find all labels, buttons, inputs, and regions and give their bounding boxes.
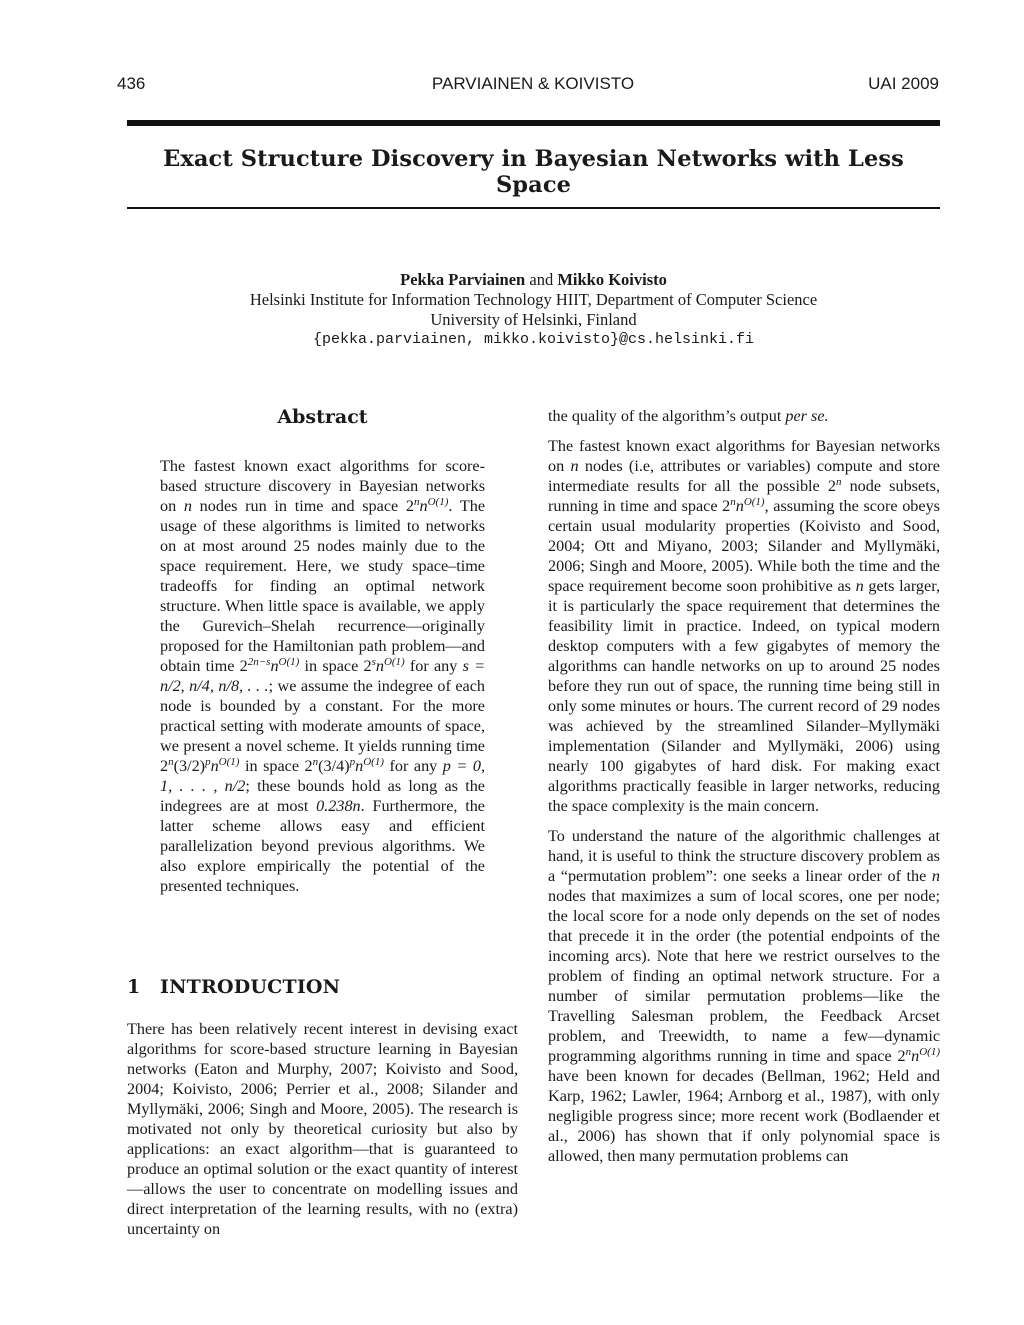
- abstract-text-1: The fastest known exact algorithms for score-based structure discovery in Bayesian networks on: [160, 457, 485, 515]
- author-email: {pekka.parviainen, mikko.koivisto}@cs.helsinki.fi: [312, 331, 755, 348]
- abstract-text-8: for any: [383, 757, 443, 775]
- abstract-text-3: . The usage of these algorithms is limited to networks on at most around 25 nodes mainly due to the space requirement. Here, we study space–time tradeoffs for finding an optimal network structure. When little space is available, we apply the Gurevich–Shelah recurrence—originally proposed for the Hamiltonian path problem—and obtain time: [160, 497, 486, 675]
- abstract-paragraph: [160, 456, 485, 896]
- math-gs-time: $2^{2n-s}n^{O(1)}$: [239, 656, 300, 675]
- author-conjunction: and: [529, 270, 554, 289]
- math-gs-space: $2^sn^{O(1)}$: [363, 656, 405, 675]
- abstract-text-4: in space: [299, 657, 364, 675]
- title-bottom-rule: [127, 207, 940, 209]
- math-n: n: [183, 497, 192, 515]
- affiliation-line-1: Helsinki Institute for Information Technology HIIT, Department of Computer Science: [249, 290, 818, 309]
- affiliation-line-2: University of Helsinki, Finland: [430, 310, 637, 329]
- page-number: 436: [117, 74, 146, 93]
- math-p-values: p = 0, 1, . . . , n/2: [160, 757, 485, 795]
- running-head-venue: UAI 2009: [868, 74, 939, 93]
- abstract-text-10: . Furthermore, the latter scheme allows easy and efficient parallelization beyond previous algorithms. We also explore empirically the potential of the presented techniques.: [160, 797, 485, 895]
- math-novel-time: $2^n(3/2)^pn^{O(1)}$: [160, 756, 240, 775]
- paper-title: Exact Structure Discovery in Bayesian Networks with Less Space: [163, 146, 904, 198]
- author-block: [127, 270, 940, 350]
- math-novel-space: $2^n(3/4)^pn^{O(1)}$: [304, 756, 384, 775]
- abstract-heading: Abstract: [277, 406, 368, 428]
- introduction-body: [127, 1019, 518, 1239]
- math-indegree-bound: 0.238n: [316, 797, 361, 815]
- abstract-text-5: for any: [404, 657, 463, 675]
- math-time-bound: $2^nn^{O(1)}$: [405, 496, 449, 515]
- intro-paragraph-1: There has been relatively recent interest in devising exact algorithms for score-based structure learning in Bayesian networks (Eaton and Murphy, 2007; Koivisto and Sood, 2004; Koivisto, 2006; Perrier et al., 2008; Silander and Myllymäki, 2006; Singh and Moore, 2005). The research is motivated not only by theoretical curiosity but also by applications: an exact algorithm—that is guaranteed to produce an optimal solution or the exact quantity of interest—allows the user to concentrate on modelling issues and direct interpretation of the learning results, with no (extra) uncertainty on: [127, 1020, 518, 1238]
- right-paragraph-2: The fastest known exact algorithms for Bayesian networks on n nodes (i.e, attributes or variables) compute and store intermediate results for all the possible 2$^n$ node subsets, running in time and space $2^nn^{O(1)}$, assuming the score obeys certain usual modularity properties (Koivisto and Sood, 2004; Ott and Miyano, 2003; Silander and Myllymäki, 2006; Singh and Moore, 2005). While both the time and the space requirement become soon prohibitive as n gets larger, it is particularly the space requirement that determines the feasibility limit in practice. Indeed, on typical modern desktop computers with a few gigabytes of memory the algorithms can handle networks on up to around 25 nodes before they run out of space, the running time being still in only some minutes or hours. The current record of 29 nodes was achieved by the streamlined Silander–Myllymäki implementation (Silander and Myllymäki, 2006) using nearly 100 gigabytes of hard disk. For making exact algorithms practically feasible in larger networks, reducing the space complexity is the main concern.: [548, 437, 940, 815]
- running-head-authors: PARVIAINEN & KOIVISTO: [431, 74, 635, 93]
- abstract-text-9: ; these bounds hold as long as the indegrees are at most: [160, 777, 485, 815]
- section-heading-introduction: [127, 976, 340, 998]
- right-column: [548, 406, 940, 1166]
- author-names: [127, 270, 940, 290]
- author-2: Mikko Koivisto: [557, 270, 667, 289]
- right-paragraph-3: To understand the nature of the algorithmic challenges at hand, it is useful to think the structure discovery problem as a “permutation problem”: one seeks a linear order of the n nodes that maximizes a sum of local scores, one per node; the local score for a node only depends on the set of nodes that precede it in the order (the potential endpoints of the incoming arcs). Note that here we restrict ourselves to the problem of finding an optimal network structure. For a number of similar permutation problems—like the Travelling Salesman problem, the Feedback Arcset problem, and Treewidth, to name a few—dynamic programming algorithms running in time and space $2^nn^{O(1)}$ have been known for decades (Bellman, 1962; Held and Karp, 1962; Lawler, 1964; Arnborg et al., 1987), with only negligible progress since; more recent work (Bodlaender et al., 2006) has shown that if only polynomial space is allowed, then many permutation problems can: [548, 827, 940, 1165]
- author-1: Pekka Parviainen: [400, 270, 526, 289]
- abstract-text-6: ; we assume the indegree of each node is bounded by a constant. For the more practical setting with moderate amounts of space, we present a novel scheme. It yields running time: [160, 677, 485, 755]
- section-number: 1: [127, 976, 141, 998]
- abstract-body: [160, 456, 485, 896]
- section-title: INTRODUCTION: [160, 976, 341, 998]
- abstract-text-7: in space: [239, 757, 305, 775]
- title-top-rule: [127, 120, 940, 126]
- math-s-values: s = n/2, n/4, n/8, . . .: [160, 657, 486, 695]
- running-head: [117, 74, 939, 96]
- right-paragraph-1: the quality of the algorithm’s output per se.: [548, 407, 829, 425]
- abstract-text-2: nodes run in time and space: [191, 497, 406, 515]
